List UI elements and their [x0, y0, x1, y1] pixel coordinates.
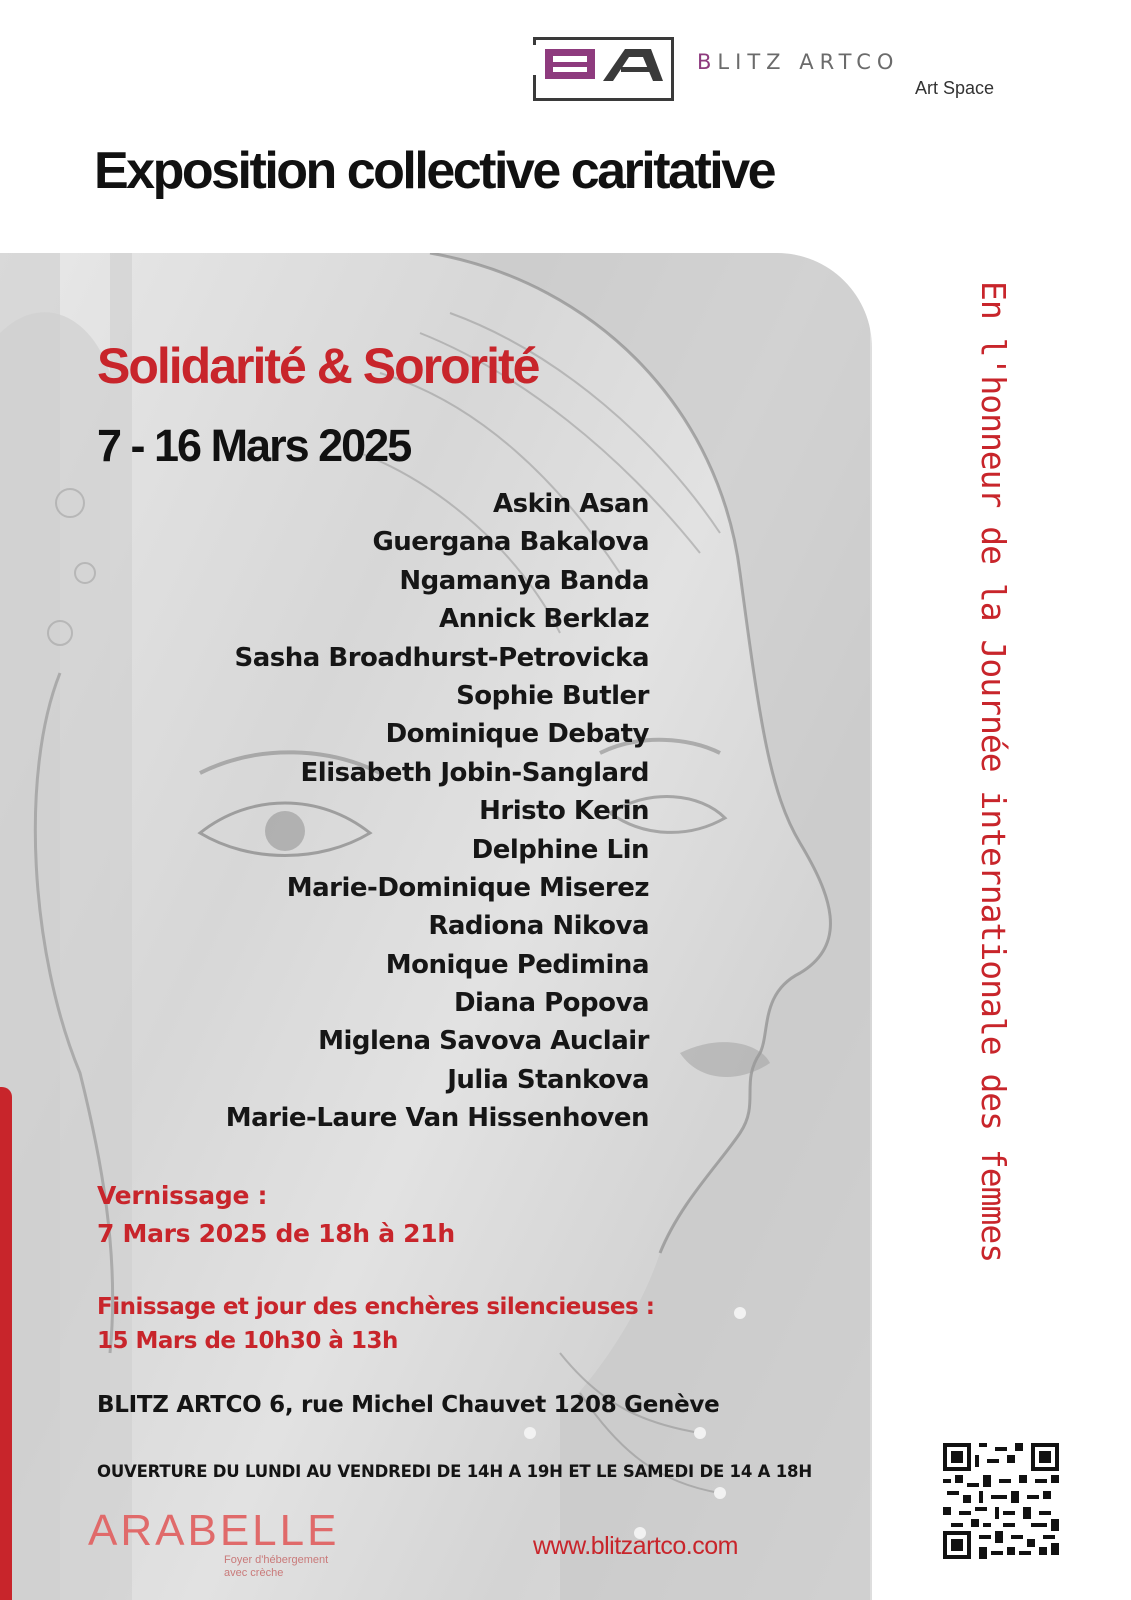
artist-list: [226, 485, 649, 1138]
partner-tagline-line1: Foyer d'hébergement: [224, 1554, 329, 1566]
website-link[interactable]: www.blitzartco.com: [533, 1532, 738, 1560]
artist-name: Annick Berklaz: [439, 604, 649, 635]
artist-name: Miglena Savova Auclair: [318, 1026, 649, 1057]
brand-name-rest: LITZ ARTCO: [717, 50, 900, 74]
partner-name: ARABELLE: [88, 1506, 340, 1555]
page-title: Exposition collective caritative: [94, 142, 775, 200]
vernissage-label: Vernissage :: [97, 1181, 268, 1210]
artist-name: Ngamanya Banda: [399, 565, 649, 596]
artist-name: Dominique Debaty: [385, 719, 649, 750]
artist-name: Diana Popova: [453, 988, 649, 1019]
vernissage-info: [97, 1177, 455, 1253]
vernissage-date: 7 Mars 2025 de 18h à 21h: [97, 1219, 455, 1248]
brand-block: [697, 50, 997, 98]
artist-name: Marie-Dominique Miserez: [286, 872, 649, 903]
brand-name-initial: B: [697, 50, 718, 74]
qr-code-icon[interactable]: [943, 1443, 1059, 1559]
vertical-dedication: En l'honneur de la Journée internationale des femmes: [974, 281, 1013, 1263]
artist-name: Marie-Laure Van Hissenhoven: [225, 1103, 649, 1134]
exhibition-subtitle: Solidarité & Sororité: [97, 338, 539, 394]
exhibition-dates: 7 - 16 Mars 2025: [97, 420, 411, 471]
artist-name: Elisabeth Jobin-Sanglard: [300, 757, 649, 788]
venue-address: BLITZ ARTCO 6, rue Michel Chauvet 1208 Genève: [97, 1392, 720, 1418]
brand-subtitle: Art Space: [915, 78, 995, 98]
finissage-label: Finissage et jour des enchères silencieuses :: [97, 1294, 655, 1320]
opening-hours: OUVERTURE DU LUNDI AU VENDREDI DE 14H A 19H ET LE SAMEDI DE 14 A 18H: [97, 1462, 812, 1481]
finissage-date: 15 Mars de 10h30 à 13h: [97, 1328, 398, 1354]
artist-name: Sasha Broadhurst-Petrovicka: [234, 642, 649, 673]
partner-tagline-line2: avec crèche: [224, 1567, 284, 1579]
artist-name: Julia Stankova: [447, 1064, 649, 1095]
accent-strip: [0, 1087, 12, 1600]
finissage-info: [97, 1290, 654, 1358]
blitz-artco-logo-icon: [533, 37, 674, 101]
artist-name: Delphine Lin: [471, 834, 649, 865]
artist-name: Guergana Bakalova: [372, 527, 649, 558]
artist-name: Askin Asan: [492, 489, 649, 519]
partner-tagline: [224, 1554, 364, 1580]
artist-name: Monique Pedimina: [385, 949, 649, 980]
artist-name: Hristo Kerin: [479, 796, 649, 827]
artist-name: Sophie Butler: [456, 680, 649, 711]
brand-name: [697, 50, 997, 74]
partner-logo: [88, 1506, 348, 1579]
artist-name: Radiona Nikova: [428, 911, 649, 942]
